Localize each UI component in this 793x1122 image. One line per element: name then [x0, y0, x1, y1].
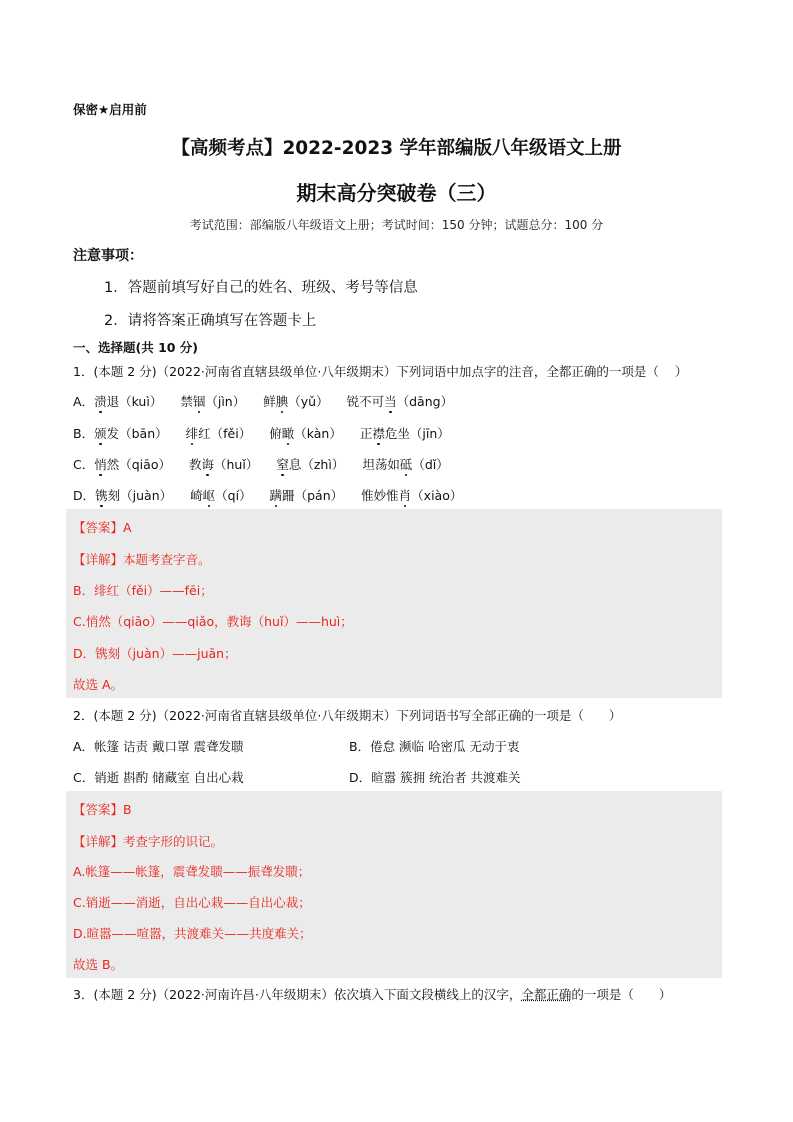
- question-2-answer-box: [66, 791, 722, 978]
- question-2-option-d[interactable]: D．暄嚣 簇拥 统治者 共渡难关: [349, 770, 521, 785]
- exam-meta: 考试范围：部编版八年级语文上册；考试时间：150 分钟；试题总分：100 分: [189, 218, 604, 232]
- question-2-explain-line: A.帐篷——帐篷，震聋发聩——振聋发聩；: [73, 864, 311, 879]
- question-2-explain-line: D.暄嚣——喧嚣，共渡难关——共度难关；: [73, 926, 312, 941]
- question-1-detail: 【详解】本题考查字音。: [73, 552, 211, 567]
- question-2-detail: 【详解】考查字形的识记。: [73, 834, 224, 849]
- question-1-explain-line: B．绯红（fěi）——fēi；: [73, 583, 213, 598]
- question-1-answer: 【答案】A: [73, 520, 132, 535]
- question-1-explain-line: C.悄然（qiāo）——qiǎo，教诲（huǐ）——huì；: [73, 614, 353, 629]
- question-3-stem: 3．(本题 2 分)（2022·河南许昌·八年级期末）依次填入下面文段横线上的汉字，全都正确的一项是（ ）: [73, 987, 672, 1002]
- notice-heading: 注意事项：: [73, 248, 143, 264]
- question-1-stem: 1．(本题 2 分)（2022·河南省直辖县级单位·八年级期末）下列词语中加点字的注音，全都正确的一项是（ ）: [73, 364, 688, 379]
- question-1-option-a[interactable]: A．溃退（kuì） 禁锢（jìn） 鲜腆（yǔ） 锐不可当（dāng）: [73, 394, 454, 409]
- question-1-option-d[interactable]: D．镌刻（juàn） 崎岖（qí） 蹒跚（pán） 惟妙惟肖（xiào）: [73, 488, 463, 503]
- question-2-answer: 【答案】B: [73, 802, 132, 817]
- exam-subtitle: 期末高分突破卷（三）: [296, 181, 497, 205]
- question-1-explain-line: 故选 A。: [73, 677, 124, 692]
- question-2-stem: 2．(本题 2 分)（2022·河南省直辖县级单位·八年级期末）下列词语书写全部正确的一项是（ ）: [73, 708, 622, 723]
- secret-label: 保密★启用前: [73, 102, 147, 117]
- question-2-explain-line: C.销逝——消逝，自出心栽——自出心裁；: [73, 895, 311, 910]
- question-2-explain-line: 故选 B。: [73, 957, 124, 972]
- question-2-option-c[interactable]: C．销逝 斟酌 储藏室 自出心栽: [73, 770, 244, 785]
- question-2-option-b[interactable]: B．倦怠 濒临 哈密瓜 无动于衷: [349, 739, 520, 754]
- notice-item-1: 1．答题前填写好自己的姓名、班级、考号等信息: [104, 280, 418, 296]
- exam-title: 【高频考点】2022-2023 学年部编版八年级语文上册: [171, 138, 622, 159]
- emphasis-dotted: 全都正确: [521, 987, 572, 1002]
- question-1-answer-box: [66, 509, 722, 698]
- question-1-option-b[interactable]: B．颁发（bān） 绯红（fěi） 俯瞰（kàn） 正襟危坐（jīn）: [73, 426, 450, 441]
- section-title: 一、选择题(共 10 分): [73, 340, 199, 355]
- question-2-option-a[interactable]: A．帐篷 诘责 戴口罩 震聋发聩: [73, 739, 244, 754]
- question-1-option-c[interactable]: C．悄然（qiāo） 教诲（huǐ） 窒息（zhì） 坦荡如砥（dǐ）: [73, 457, 449, 472]
- notice-item-2: 2．请将答案正确填写在答题卡上: [104, 313, 317, 329]
- question-1-explain-line: D．镌刻（juàn）——juān；: [73, 646, 237, 661]
